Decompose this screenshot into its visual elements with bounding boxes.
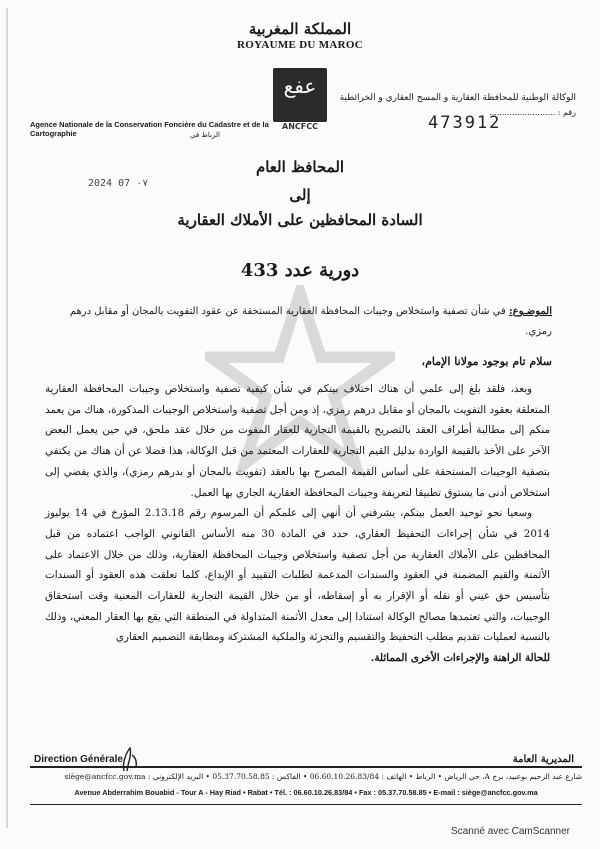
- subject-text: في شأن تصفية واستخلاص وجيبات المحافظة العقارية المستحقة عن عقود التفويت بالمجان أو مقابل درهم رمزي.: [69, 306, 552, 337]
- greeting: سلام تام بوجود مولانا الإمام،: [421, 355, 552, 368]
- footer-direction-french: Direction Générale: [34, 754, 123, 765]
- paragraph-2-end: للحالة الراهنة والإجراءات الأخرى المماثلة.: [370, 652, 550, 665]
- footer-divider: [30, 766, 582, 768]
- subject-line: [42, 302, 552, 342]
- letter-body: [45, 379, 550, 669]
- footer-address-arabic: شارع عبد الرحيم بوعبيد، برج A، حي الرياض • الرباط • الهاتف : 06.60.10.26.83/84 • الفاكس : 05.37.70.58.85 • البريد الإلكتروني : siège@ancfcc.gov.ma: [64, 772, 582, 781]
- footer-address-french: Avenue Abderrahim Bouabid - Tour A - Hay Riad • Rabat • Tél. : 06.60.10.26.83/84 • Fax : 05.37.70.58.85 • E-mail : siège@ancfcc.gov.ma: [74, 788, 538, 797]
- city-line: الرباط في: [190, 131, 220, 139]
- sender-title: المحافظ العام: [255, 158, 345, 176]
- agency-name-french: Agence Nationale de la Conservation Foncière du Cadastre et de la Cartographie: [30, 120, 269, 138]
- recipients: السادة المحافظين على الأملاك العقارية: [177, 211, 423, 229]
- subject-label: الموضـوع:: [508, 306, 552, 317]
- kingdom-name-french: ROYAUME DU MAROC: [237, 39, 363, 51]
- kingdom-name-arabic: المملكة المغربية: [248, 20, 352, 38]
- agency-name-arabic: الوكالة الوطنية للمحافظة العقارية و المسح العقاري و الخرائطية: [339, 93, 576, 103]
- to-prefix: إلى: [289, 186, 311, 204]
- footer-direction-arabic: المديرية العامة: [512, 754, 574, 765]
- reference-label: رقم : ..........................: [489, 108, 576, 117]
- paragraph-2: وسعيا نحو توحيد العمل بينكم، يشرفني أن أنهي إلى علمكم أن المرسوم رقم 2.13.18 المؤرخ في 14 يوليوز 2014 في شأن إجراءات التحفيظ العقاري، حدد في المادة 30 منه الأساس القانوني الواجب اعتماده من قبل المحافظين على الأملاك العقارية من أجل تصفية واستخلاص وجيبات المحافظة العقارية، وذلك من خلال الاعتماد على الأثمنة والقيم المضمنة في العقود والسندات المدعمة لطلبات التقييد أو الإيداع، كلما تعلقت هذه العقود أو السندات بتأسيس حق عيني أو نقله أو الإقرار به أو إسقاطه، أو من خلال القيمة التجارية للعقارات المعنية وقت استحقاق الوجيبات، والتي تعتمدها مصالح الوكالة استنادا إلى معدل الأثمنة المتداولة في المنطقة التي يقع بها العقار المعني، وذلك بالنسبة لعمليات تقديم مطلب التحفيظ والتقسيم والتجزئة والملكية المشتركة ومطابقة التصميم العقاري: [45, 507, 550, 644]
- paragraph-1: وبعد، فلقد بلغ إلى علمي أن هناك اختلاف بينكم في شأن كيفية تصفية واستخلاص وجيبات المحافظة العقارية المتعلقة بعقود التفويت بالمجان أو مقابل درهم رمزي، إذ ومن أجل تصفية واستخلاص الوجيبات المذكورة، هناك من يعمد منكم إلى مطالبة أطراف العقد بالتصريح بالقيمة التجارية للعقار المفوت من خلال عقد ملحق، في حين يعمل البعض الآخر على الأخذ بالقيمة الواردة بدليل القيم التجارية للعقارات المعتمد من قبل الوكالة، هذا فضلا عن أن هناك من يكتفي بتصفية الوجيبات المستحقة على أساس القيمة المصرح بها بالعقد (تفويت بالمجان أو بدرهم رمزي)، والذي يفضي إلى استخلاص أدنى ما يستوق تطبيقا لتعريفة وجيبات المحافظة العقارية الجاري بها العمل.: [45, 383, 550, 499]
- scanner-watermark-text: Scanné avec CamScanner: [451, 826, 570, 837]
- logo-caption: ANCFCC: [282, 122, 318, 131]
- circular-number: دورية عدد 433: [240, 260, 360, 281]
- letter-date: 2024 07 ٠٧: [88, 178, 149, 189]
- logo-glyph: عفع: [283, 74, 317, 98]
- footer-bottom-rule: [30, 804, 582, 805]
- reference-number: 473912: [428, 113, 502, 133]
